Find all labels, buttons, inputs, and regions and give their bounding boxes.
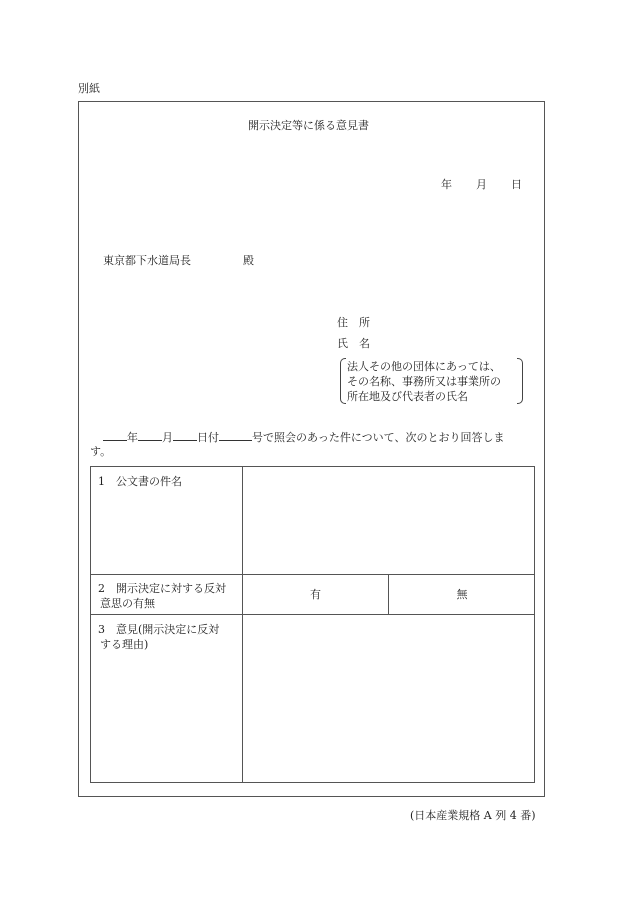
month-blank[interactable] — [138, 430, 162, 441]
day-blank[interactable] — [173, 430, 197, 441]
opinion-label-line: 3 意見(開示決定に反対 — [98, 623, 220, 636]
left-bracket — [340, 358, 346, 404]
right-bracket — [517, 358, 523, 404]
objection-intent-label — [98, 581, 226, 611]
addressee: 東京都下水道局長 — [103, 254, 191, 267]
opinion-label — [98, 622, 219, 652]
number-blank[interactable] — [219, 430, 252, 441]
name-label: 氏 名 — [337, 337, 370, 350]
reply-sentence-continued: す。 — [90, 445, 112, 458]
objection-intent-label-line: 2 開示決定に対する反対 — [98, 582, 226, 595]
corporate-note — [347, 359, 501, 404]
honorific: 殿 — [243, 254, 254, 267]
paper-size-note: (日本産業規格 A 列 4 番) — [410, 809, 536, 822]
date-day-label: 日 — [511, 178, 522, 191]
document-subject-field[interactable] — [243, 467, 535, 574]
reply-month: 月 — [162, 431, 173, 444]
date-month-label: 月 — [476, 178, 487, 191]
address-label: 住 所 — [337, 316, 370, 329]
corporate-note-line: その名称、事務所又は事業所の — [347, 375, 501, 388]
corporate-note-bracket — [340, 358, 523, 404]
option-yes[interactable]: 有 — [310, 588, 321, 601]
opinion-table — [90, 466, 535, 783]
reply-sentence — [103, 429, 504, 445]
date-year-label: 年 — [441, 178, 452, 191]
corporate-note-line: 法人その他の団体にあっては、 — [347, 360, 501, 373]
reply-day-dated: 日付 — [197, 431, 219, 444]
attachment-label: 別紙 — [78, 82, 100, 95]
document-subject-label: 1 公文書の件名 — [98, 475, 182, 488]
form-title: 開示決定等に係る意見書 — [248, 119, 369, 132]
reply-suffix: 号で照会のあった件について、次のとおり回答しま — [252, 431, 505, 444]
reply-year: 年 — [127, 431, 138, 444]
option-no[interactable]: 無 — [456, 588, 468, 601]
corporate-note-line: 所在地及び代表者の氏名 — [347, 390, 468, 403]
opinion-label-line: する理由) — [100, 638, 149, 651]
objection-intent-label-line: 意思の有無 — [100, 597, 155, 610]
opinion-field[interactable] — [243, 615, 535, 782]
year-blank[interactable] — [103, 430, 127, 441]
